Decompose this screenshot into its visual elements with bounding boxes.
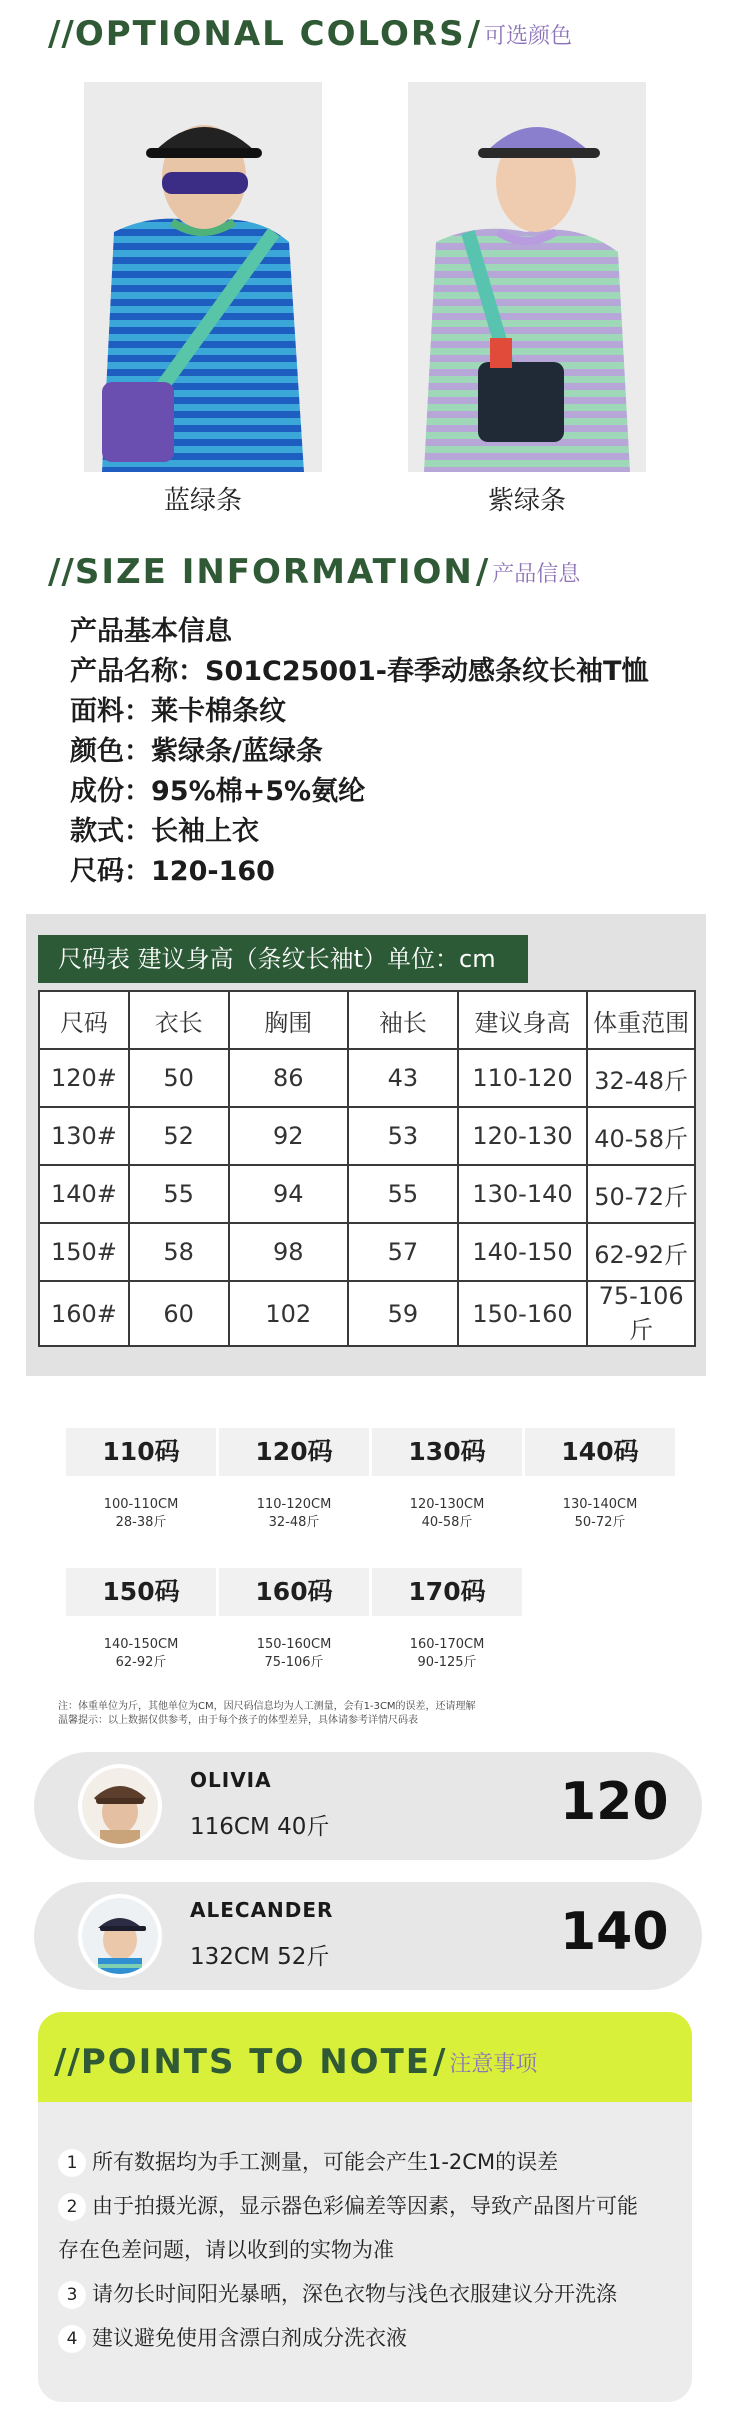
header-title-en: POINTS TO NOTE bbox=[80, 2042, 431, 2082]
list-item: 2 由于拍摄光源，显示器色彩偏差等因素，导致产品图片可能 bbox=[58, 2184, 638, 2228]
size-card-info: 140-150CM 62-92斤 bbox=[103, 1637, 179, 1670]
color-caption-purple-green: 紫绿条 bbox=[487, 486, 566, 516]
model-name-alecander: ALECANDER bbox=[190, 1898, 334, 1922]
list-item: 存在色差问题，请以收到的实物为准 bbox=[58, 2238, 394, 2262]
header-slash: // bbox=[48, 552, 75, 592]
table-cell: 86 bbox=[229, 1049, 349, 1107]
avatar bbox=[78, 1894, 162, 1978]
model-stats-alecander: 132CM 52斤 bbox=[190, 1944, 330, 1970]
point-number: 2 bbox=[58, 2193, 86, 2221]
table-cell: 130# bbox=[39, 1107, 129, 1165]
table-cell: 62-92斤 bbox=[587, 1223, 695, 1281]
table-cell: 160# bbox=[39, 1281, 129, 1346]
size-tag-120: 120码 bbox=[219, 1428, 369, 1476]
info-row-name: 产品名称：S01C25001-春季动感条纹长袖T恤 bbox=[70, 656, 649, 687]
table-cell: 32-48斤 bbox=[587, 1049, 695, 1107]
table-cell: 120# bbox=[39, 1049, 129, 1107]
table-cell: 43 bbox=[348, 1049, 458, 1107]
size-chart-title: 尺码表 建议身高（条纹长袖t）单位：cm bbox=[38, 935, 528, 983]
list-item: 3 请勿长时间阳光暴晒，深色衣物与浅色衣服建议分开洗涤 bbox=[58, 2272, 638, 2316]
table-cell: 52 bbox=[129, 1107, 229, 1165]
avatar bbox=[78, 1764, 162, 1848]
table-row bbox=[39, 1107, 695, 1165]
size-card-info: 110-120CM 32-48斤 bbox=[256, 1497, 332, 1530]
optional-colors-header: // OPTIONAL COLORS / 可选颜色 bbox=[48, 14, 572, 54]
table-header-cell: 袖长 bbox=[348, 991, 458, 1049]
table-cell: 94 bbox=[229, 1165, 349, 1223]
note-line-1: 注：体重单位为斤，其他单位为CM，因尺码信息均为人工测量，会有1-3CM的误差，还请理解 bbox=[58, 1701, 476, 1712]
info-row-fabric: 面料：莱卡棉条纹 bbox=[70, 696, 286, 727]
info-row-color: 颜色：紫绿条/蓝绿条 bbox=[70, 736, 323, 767]
table-cell: 55 bbox=[348, 1165, 458, 1223]
points-to-note-header: // POINTS TO NOTE / 注意事项 bbox=[54, 2042, 538, 2082]
table-cell: 75-106斤 bbox=[587, 1281, 695, 1346]
product-photo-purple-green bbox=[408, 82, 646, 472]
table-cell: 50-72斤 bbox=[587, 1165, 695, 1223]
table-cell: 57 bbox=[348, 1223, 458, 1281]
size-tag-140: 140码 bbox=[525, 1428, 675, 1476]
header-slash: // bbox=[54, 2042, 81, 2082]
size-card-info: 120-130CM 40-58斤 bbox=[409, 1497, 485, 1530]
table-cell: 53 bbox=[348, 1107, 458, 1165]
note-line-2: 温馨提示：以上数据仅供参考，由于每个孩子的体型差异，具体请参考详情尺码表 bbox=[58, 1715, 418, 1726]
product-photo-blue-green bbox=[84, 82, 322, 472]
product-info bbox=[70, 612, 648, 892]
table-cell: 130-140 bbox=[458, 1165, 588, 1223]
table-cell: 140# bbox=[39, 1165, 129, 1223]
product-info-heading: 产品基本信息 bbox=[70, 616, 232, 647]
size-card-info: 150-160CM 75-106斤 bbox=[256, 1637, 332, 1670]
table-cell: 110-120 bbox=[458, 1049, 588, 1107]
table-cell: 120-130 bbox=[458, 1107, 588, 1165]
table-header-cell: 体重范围 bbox=[587, 991, 695, 1049]
header-title-en: OPTIONAL COLORS bbox=[74, 14, 466, 54]
table-header-cell: 尺码 bbox=[39, 991, 129, 1049]
color-caption-blue-green: 蓝绿条 bbox=[163, 486, 242, 516]
size-tag-170: 170码 bbox=[372, 1568, 522, 1616]
model-stats-olivia: 116CM 40斤 bbox=[190, 1814, 330, 1840]
table-cell: 50 bbox=[129, 1049, 229, 1107]
table-cell: 102 bbox=[229, 1281, 349, 1346]
table-cell: 59 bbox=[348, 1281, 458, 1346]
size-chart-table bbox=[38, 990, 696, 1347]
info-row-style: 款式：长袖上衣 bbox=[70, 816, 259, 847]
list-item: 1 所有数据均为手工测量，可能会产生1-2CM的误差 bbox=[58, 2140, 638, 2184]
header-slash: // bbox=[48, 14, 75, 54]
model-size-olivia: 120 bbox=[560, 1772, 669, 1832]
header-title-cn: 注意事项 bbox=[449, 2052, 538, 2077]
table-cell: 40-58斤 bbox=[587, 1107, 695, 1165]
size-tag-150: 150码 bbox=[66, 1568, 216, 1616]
info-row-composition: 成份：95%棉+5%氨纶 bbox=[70, 776, 366, 807]
size-card-info: 160-170CM 90-125斤 bbox=[409, 1637, 485, 1670]
size-card-info: 130-140CM 50-72斤 bbox=[562, 1497, 638, 1530]
table-cell: 98 bbox=[229, 1223, 349, 1281]
table-row bbox=[39, 1049, 695, 1107]
table-cell: 150# bbox=[39, 1223, 129, 1281]
point-number: 4 bbox=[58, 2325, 86, 2353]
point-number: 3 bbox=[58, 2281, 86, 2309]
size-tag-130: 130码 bbox=[372, 1428, 522, 1476]
list-item: 4 建议避免使用含漂白剂成分洗衣液 bbox=[58, 2316, 638, 2360]
table-header-cell: 衣长 bbox=[129, 991, 229, 1049]
table-cell: 55 bbox=[129, 1165, 229, 1223]
table-cell: 92 bbox=[229, 1107, 349, 1165]
model-size-alecander: 140 bbox=[560, 1902, 669, 1962]
measurement-notes bbox=[58, 1700, 476, 1728]
size-information-header: // SIZE INFORMATION / 产品信息 bbox=[48, 552, 581, 592]
point-number: 1 bbox=[58, 2149, 86, 2177]
info-row-size: 尺码：120-160 bbox=[70, 856, 275, 887]
table-row bbox=[39, 1165, 695, 1223]
size-card-info: 100-110CM 28-38斤 bbox=[103, 1497, 179, 1530]
table-cell: 140-150 bbox=[458, 1223, 588, 1281]
table-cell: 150-160 bbox=[458, 1281, 588, 1346]
table-row bbox=[39, 1223, 695, 1281]
points-list bbox=[58, 2140, 638, 2360]
table-header-cell: 胸围 bbox=[229, 991, 349, 1049]
header-title-cn: 可选颜色 bbox=[483, 24, 572, 49]
size-tag-160: 160码 bbox=[219, 1568, 369, 1616]
header-title-en: SIZE INFORMATION bbox=[74, 552, 474, 592]
table-cell: 60 bbox=[129, 1281, 229, 1346]
size-tag-110: 110码 bbox=[66, 1428, 216, 1476]
table-header-row bbox=[39, 991, 695, 1049]
table-row bbox=[39, 1281, 695, 1346]
table-cell: 58 bbox=[129, 1223, 229, 1281]
model-name-olivia: OLIVIA bbox=[190, 1768, 272, 1792]
table-header-cell: 建议身高 bbox=[458, 991, 588, 1049]
header-title-cn: 产品信息 bbox=[492, 562, 581, 587]
